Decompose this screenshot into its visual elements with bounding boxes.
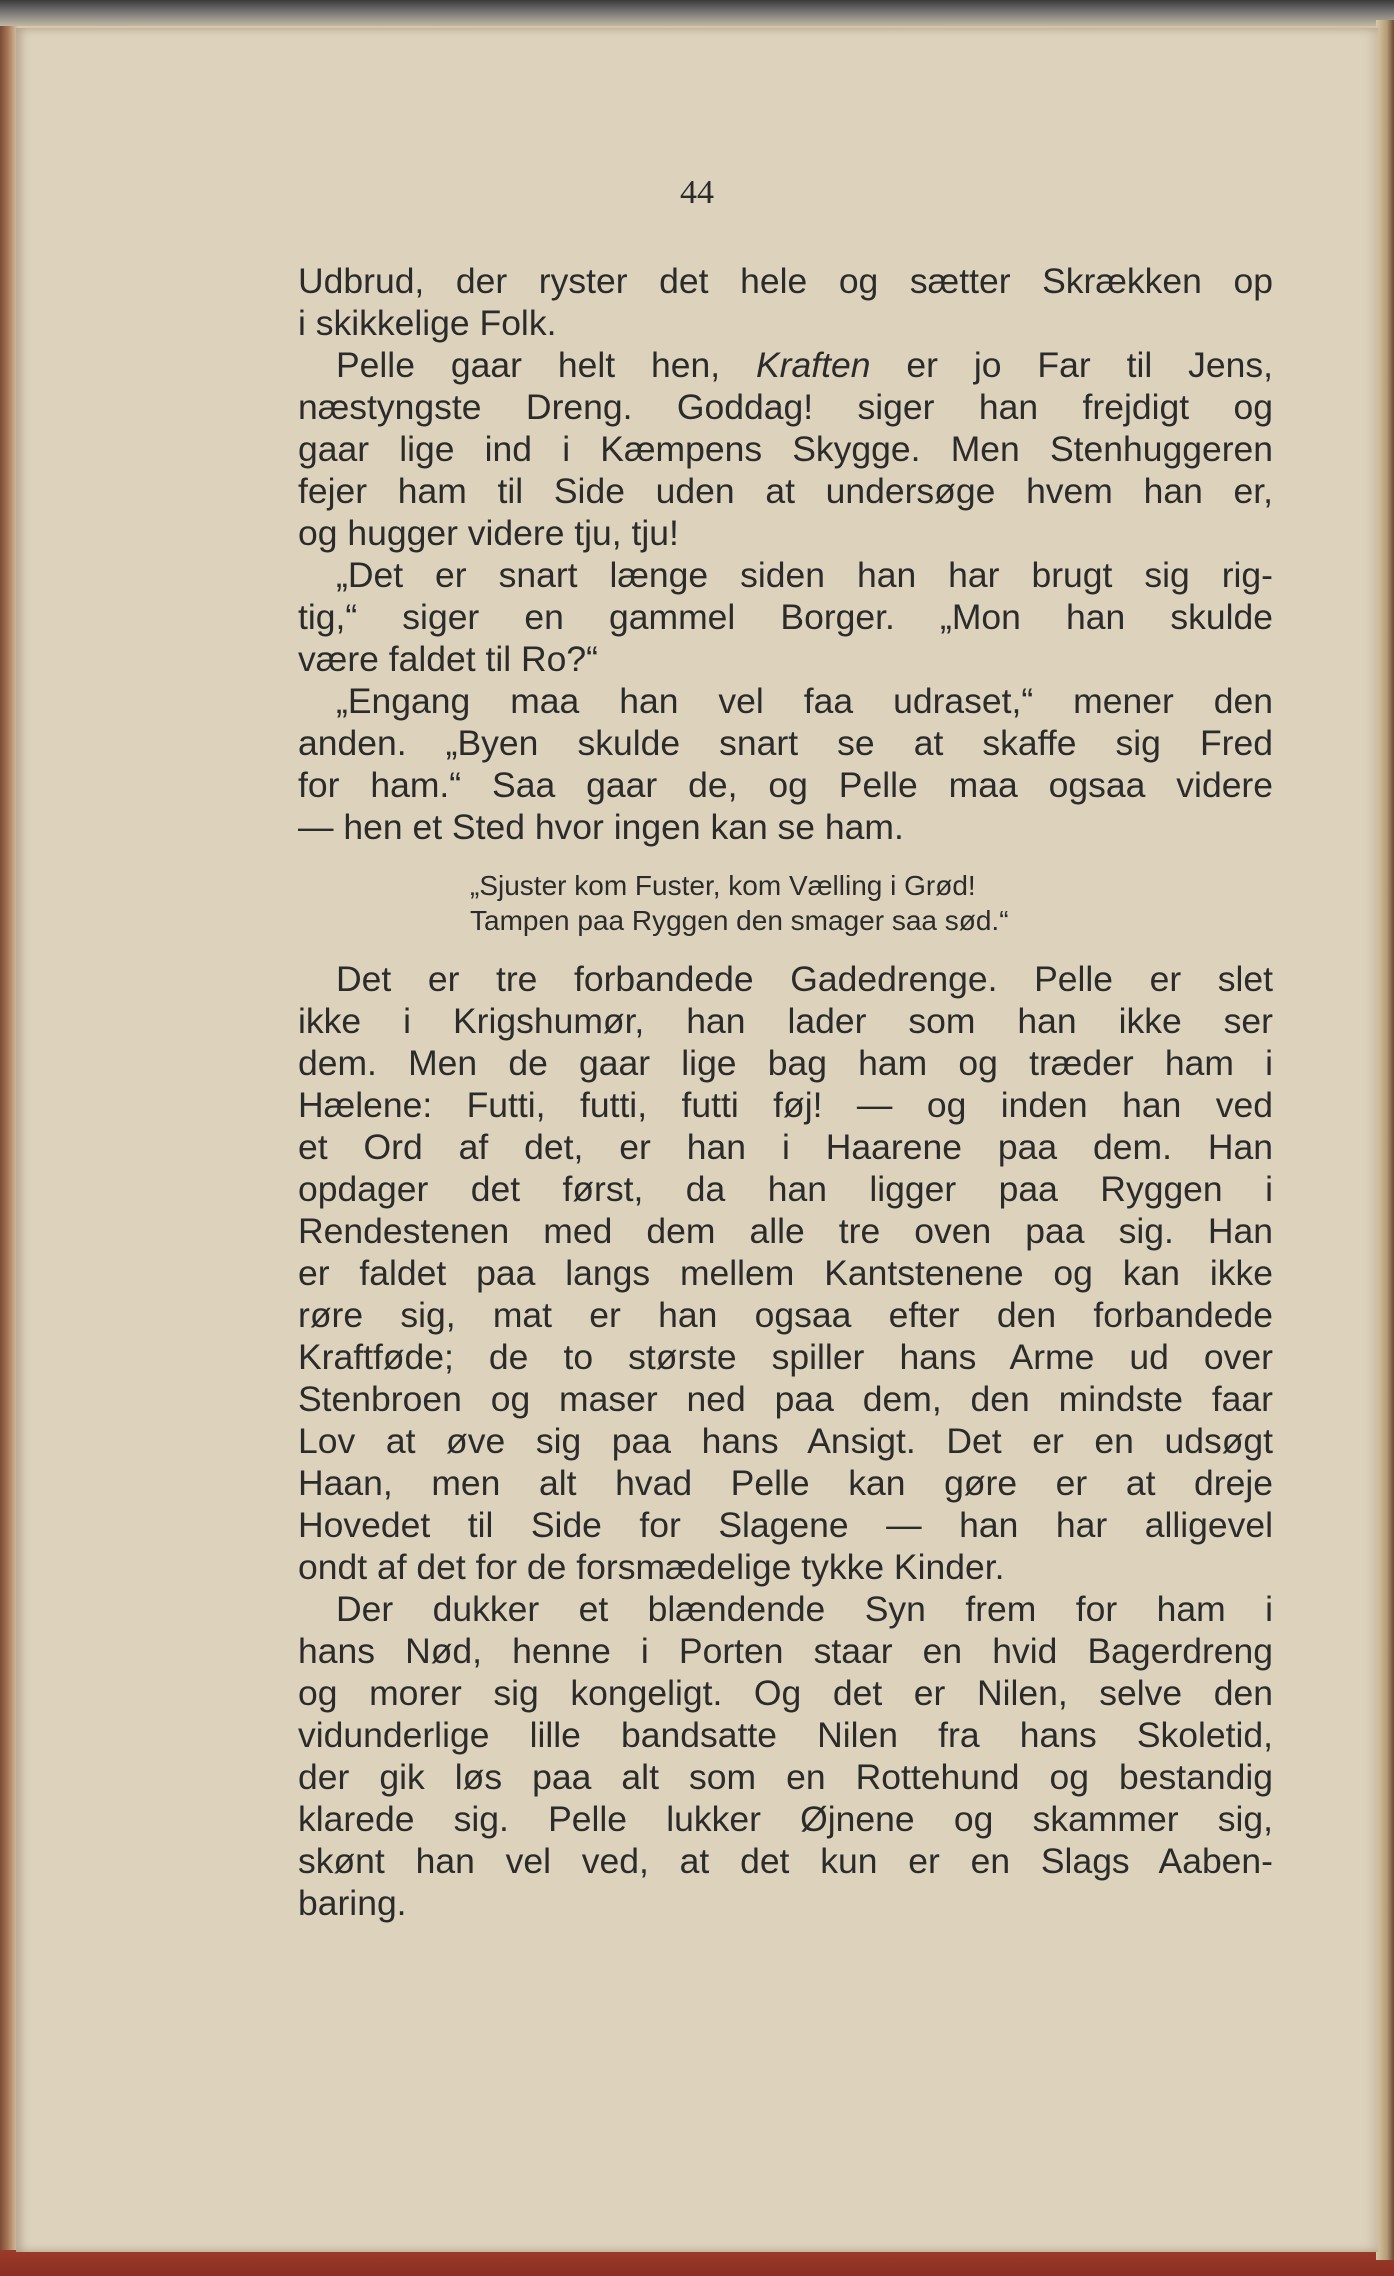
page-number: 44: [680, 174, 714, 211]
text-line: hans Nød, henne i Porten staar en hvid Bagerdreng: [298, 1631, 1273, 1671]
text-line: — hen et Sted hvor ingen kan se ham.: [298, 807, 904, 847]
text-line: Haan, men alt hvad Pelle kan gøre er at dreje: [298, 1463, 1273, 1503]
text-line: „Engang maa han vel faa udraset,“ mener den: [336, 681, 1273, 721]
verse-block: [298, 868, 1273, 938]
verse-line: „Sjuster kom Fuster, kom Vælling i Grød!: [470, 870, 976, 901]
book-bottom-edge: [0, 2250, 1394, 2276]
text-line: for ham.“ Saa gaar de, og Pelle maa ogsaa videre: [298, 765, 1273, 805]
paragraph: [298, 260, 1273, 344]
text-line: gaar lige ind i Kæmpens Skygge. Men Stenhuggeren: [298, 429, 1273, 469]
text-line: Kraftføde; de to største spiller hans Arme ud over: [298, 1337, 1273, 1377]
text-line: der gik løs paa alt som en Rottehund og bestandig: [298, 1757, 1273, 1797]
text-line: er faldet paa langs mellem Kantstenene og kan ikke: [298, 1253, 1273, 1293]
text-line: Udbrud, der ryster det hele og sætter Skrækken op: [298, 261, 1273, 301]
text-line: og hugger videre tju, tju!: [298, 513, 679, 553]
text-line: dem. Men de gaar lige bag ham og træder ham i: [298, 1043, 1273, 1083]
book-right-edge: [1376, 20, 1394, 2260]
text-line: [298, 344, 1273, 386]
text-line: „Det er snart længe siden han har brugt sig rig-: [336, 555, 1273, 595]
paragraph: [298, 958, 1273, 1588]
text-line: røre sig, mat er han ogsaa efter den forbandede: [298, 1295, 1273, 1335]
paragraph: [298, 680, 1273, 848]
text-line: Der dukker et blændende Syn frem for ham i: [336, 1589, 1273, 1629]
text-line: og morer sig kongeligt. Og det er Nilen, selve den: [298, 1673, 1273, 1713]
text-line: ondt af det for de forsmædelige tykke Kinder.: [298, 1547, 1005, 1587]
text-line: Rendestenen med dem alle tre oven paa sig. Han: [298, 1211, 1273, 1251]
text-line: Hovedet til Side for Slagene — han har alligevel: [298, 1505, 1273, 1545]
text-line: tig,“ siger en gammel Borger. „Mon han skulde: [298, 597, 1273, 637]
verse-line: Tampen paa Ryggen den smager saa sød.“: [470, 905, 1009, 936]
text-line: Det er tre forbandede Gadedrenge. Pelle er slet: [336, 959, 1273, 999]
text-line: Lov at øve sig paa hans Ansigt. Det er en udsøgt: [298, 1421, 1273, 1461]
page-text: [298, 260, 1273, 1924]
text-line: ikke i Krigshumør, han lader som han ikke ser: [298, 1001, 1273, 1041]
text-line: næstyngste Dreng. Goddag! siger han frejdigt og: [298, 387, 1273, 427]
text-line: vidunderlige lille bandsatte Nilen fra hans Skoletid,: [298, 1715, 1273, 1755]
text-line: Hælene: Futti, futti, futti føj! — og inden han ved: [298, 1085, 1273, 1125]
text-line: baring.: [298, 1883, 407, 1923]
text-line: opdager det først, da han ligger paa Ryggen i: [298, 1169, 1273, 1209]
text-line: anden. „Byen skulde snart se at skaffe sig Fred: [298, 723, 1273, 763]
text-line: i skikkelige Folk.: [298, 303, 557, 343]
text-line: fejer ham til Side uden at undersøge hvem han er,: [298, 471, 1273, 511]
book-page: [16, 28, 1378, 2252]
text-span: Pelle gaar helt hen,: [336, 345, 756, 385]
text-line: klarede sig. Pelle lukker Øjnene og skammer sig,: [298, 1799, 1273, 1839]
text-line: Stenbroen og maser ned paa dem, den mindste faar: [298, 1379, 1273, 1419]
italic-word: Kraften: [756, 345, 871, 385]
paragraph: [298, 344, 1273, 554]
text-line: være faldet til Ro?“: [298, 639, 598, 679]
text-span: er jo Far til Jens,: [870, 345, 1273, 385]
text-line: skønt han vel ved, at det kun er en Slags Aaben-: [298, 1841, 1273, 1881]
book-top-edge: [0, 0, 1394, 26]
paragraph: [298, 554, 1273, 680]
paragraph: [298, 1588, 1273, 1924]
text-line: et Ord af det, er han i Haarene paa dem. Han: [298, 1127, 1273, 1167]
